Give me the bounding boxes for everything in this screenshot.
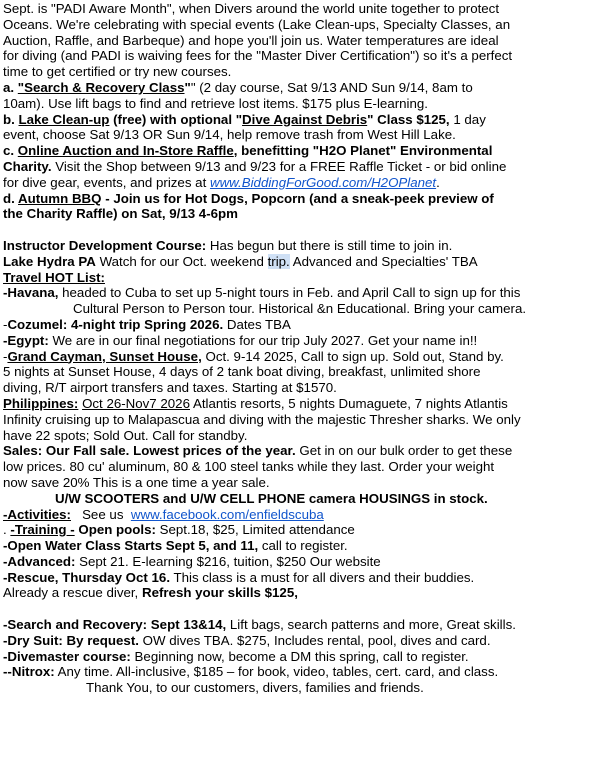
havana-line-2: Cultural Person to Person tour. Historical &n Educational. Bring your camera.	[73, 301, 527, 317]
travel-heading	[3, 270, 599, 286]
nitrox-text: Any time. All-inclusive, $185 – for book, video, tables, cert. card, and class.	[54, 664, 499, 680]
event-a-line-1	[3, 80, 599, 96]
cayman-line-3: diving, R/T airport transfers and taxes. Starting at $1570.	[3, 380, 337, 396]
activities-see: See us	[70, 506, 131, 522]
rescue-line-2	[3, 585, 599, 601]
sales-label: Sales: Our Fall sale. Lowest prices of the year.	[3, 443, 296, 459]
sales-banner-text: U/W SCOOTERS and U/W CELL PHONE camera HOUSINGS in stock.	[55, 490, 488, 506]
idc-label: Instructor Development Course:	[3, 237, 207, 253]
event-d-prefix: d.	[3, 190, 19, 206]
dry-suit-label: -Dry Suit: By request.	[3, 632, 139, 648]
divemaster-text: Beginning now, become a DM this spring, call to register.	[130, 648, 469, 664]
dry-suit-line	[3, 633, 599, 649]
cayman-dash: -	[3, 348, 8, 364]
egypt-line	[3, 333, 599, 349]
event-b-details: 1 day	[449, 111, 486, 127]
event-b-title-2: Dive Against Debris	[242, 111, 368, 127]
event-c-rest: , benefitting "H2O Planet" Environmental	[233, 143, 493, 159]
training-text: Sept.18, $25, Limited attendance	[155, 522, 355, 538]
travel-heading-text: Travel HOT List:	[3, 269, 105, 285]
egypt-text: We are in our final negotiations for our trip July 2027. Get your name in!!	[48, 332, 478, 348]
open-water-label: -Open Water Class Starts Sept 5, and 11,	[3, 538, 259, 554]
cayman-text: Oct. 9-14 2025, Call to sign up. Sold out, Stand by.	[201, 348, 504, 364]
event-c-period: .	[436, 174, 440, 190]
nitrox-label: --Nitrox:	[3, 664, 55, 680]
event-d-line-2	[3, 206, 599, 222]
event-b-title: Lake Clean-up	[18, 111, 110, 127]
search-recovery-line	[3, 617, 599, 633]
cayman-line-1	[3, 349, 599, 365]
event-c-details: Visit the Shop between 9/13 and 9/23 for a FREE Raffle Ticket - or bid online	[51, 158, 507, 174]
intro-line-3: Auction, Raffle, and Barbeque) and hope you'll join us. Water temperatures are ideal	[3, 32, 499, 48]
open-water-line	[3, 538, 599, 554]
event-b-prefix: b.	[3, 111, 19, 127]
idc-text: Has begun but there is still time to join in.	[206, 237, 453, 253]
sales-banner	[3, 491, 599, 507]
philippines-line-2: Infinity cruising up to Malapascua and diving with the majestic Thresher sharks. We only	[3, 411, 521, 427]
event-c-line-1	[3, 143, 599, 159]
event-c-prizes: for dive gear, events, and prizes at	[3, 174, 210, 190]
spacer	[3, 222, 599, 238]
event-c-title: Online Auction and In-Store Raffle	[17, 143, 234, 159]
event-c-prefix: c.	[3, 143, 18, 159]
cayman-label: Grand Cayman, Sunset House,	[7, 348, 202, 364]
event-b-mid: (free) with optional "	[109, 111, 243, 127]
event-a-details: " (2 day course, Sat 9/13 AND Sun 9/14, 8am to	[190, 79, 473, 95]
event-d-rest: - Join us for Hot Dogs, Popcorn (and a sneak-peek preview of	[101, 190, 494, 206]
hydra-label: Lake Hydra PA	[3, 253, 96, 269]
intro-line-5: time to get certified or try new courses.	[3, 64, 232, 80]
advanced-label: -Advanced:	[3, 553, 76, 569]
cayman-line-2: 5 nights at Sunset House, 4 days of 2 tank boat diving, breakfast, unlimited shore	[3, 364, 481, 380]
rescue-line-1	[3, 570, 599, 586]
event-d-rest-2: the Charity Raffle) on Sat, 9/13 4-6pm	[3, 206, 238, 222]
event-a-quote: "	[184, 79, 191, 95]
cozumel-text: Dates TBA	[223, 316, 291, 332]
search-recovery-text: Lift bags, search patterns and more, Great skills.	[226, 617, 516, 633]
activities-label: -Activities:	[3, 506, 71, 522]
newsletter-document	[3, 1, 599, 696]
sales-line-1	[3, 443, 599, 459]
egypt-label: -Egypt:	[3, 332, 49, 348]
thanks-line: Thank You, to our customers, divers, families and friends.	[86, 680, 424, 696]
havana-label: -Havana,	[3, 285, 59, 301]
sales-line-3: now save 20% This is a one time a year sale.	[3, 474, 270, 490]
intro-line-2: Oceans. We're celebrating with special events (Lake Clean-ups, Specialty Classes, an	[3, 16, 511, 32]
philippines-dates: Oct 26-Nov7 2026	[82, 395, 190, 411]
sales-text: Get in on our bulk order to get these	[295, 443, 513, 459]
event-c-line-3	[3, 175, 599, 191]
advanced-line	[3, 554, 599, 570]
spacer-2	[3, 601, 599, 617]
bidding-link[interactable]: www.BiddingForGood.com/H2OPlanet	[209, 174, 437, 190]
hydra-highlight: trip.	[267, 253, 290, 269]
philippines-text: Atlantis resorts, 5 nights Dumaguete, 7 nights Atlantis	[189, 395, 508, 411]
intro-line-1: Sept. is "PADI Aware Month", when Divers around the world unite together to protect	[3, 1, 500, 16]
event-b-price: " Class $125,	[367, 111, 450, 127]
event-a-prefix: a.	[3, 79, 18, 95]
facebook-link[interactable]: www.facebook.com/enfieldscuba	[130, 506, 324, 522]
sales-line-2: low prices. 80 cu' aluminum, 80 & 100 steel tanks while they last. Order your weight	[3, 459, 495, 475]
nitrox-line	[3, 664, 599, 680]
event-b-line-2: event, choose Sat 9/13 OR Sun 9/14, help remove trash from West Hill Lake.	[3, 127, 456, 143]
philippines-label: Philippines:	[3, 395, 79, 411]
event-b-line-1	[3, 112, 599, 128]
intro-line-4: for diving (and PADI is waiving fees for the "Master Diver Certification") so it's a perfect	[3, 48, 513, 64]
event-c-line-2	[3, 159, 599, 175]
rescue-text-2: Already a rescue diver,	[3, 585, 139, 601]
rescue-label: -Rescue, Thursday Oct 16.	[3, 569, 171, 585]
rescue-text: This class is a must for all divers and their buddies.	[170, 569, 475, 585]
hydra-line	[3, 254, 599, 270]
divemaster-label: -Divemaster course:	[3, 648, 131, 664]
event-d-line-1	[3, 191, 599, 207]
training-dot: .	[3, 522, 11, 538]
divemaster-line	[3, 649, 599, 665]
philippines-line-1	[3, 396, 599, 412]
training-line	[3, 522, 599, 538]
idc-line	[3, 238, 599, 254]
event-d-title: Autumn BBQ	[18, 190, 102, 206]
training-pools: Open pools:	[74, 522, 156, 538]
activities-line	[3, 507, 599, 523]
havana-line-1	[3, 285, 599, 301]
hydra-text: Watch for our Oct. weekend	[95, 253, 268, 269]
advanced-text: Sept 21. E-learning $216, tuition, $250 Our website	[75, 553, 381, 569]
event-c-charity: Charity.	[3, 158, 52, 174]
training-label: -Training -	[10, 522, 75, 538]
rescue-refresh: Refresh your skills $125,	[138, 585, 298, 601]
hydra-text-2: Advanced and Specialties' TBA	[289, 253, 478, 269]
cozumel-dash: -	[3, 316, 8, 332]
event-a-line-2: 10am). Use lift bags to find and retrieve lost items. $175 plus E-learning.	[3, 95, 428, 111]
havana-text: headed to Cuba to set up 5-night tours in Feb. and April Call to sign up for this	[58, 285, 521, 301]
event-a-title: "Search & Recovery Class	[17, 79, 185, 95]
cozumel-line	[3, 317, 599, 333]
cozumel-label: Cozumel: 4-night trip Spring 2026.	[7, 316, 224, 332]
open-water-text: call to register.	[258, 538, 348, 554]
search-recovery-label: -Search and Recovery: Sept 13&14,	[3, 617, 227, 633]
philippines-line-3: have 22 spots; Sold Out. Call for standby.	[3, 427, 248, 443]
dry-suit-text: OW dives TBA. $275, Includes rental, pool, dives and card.	[138, 632, 491, 648]
